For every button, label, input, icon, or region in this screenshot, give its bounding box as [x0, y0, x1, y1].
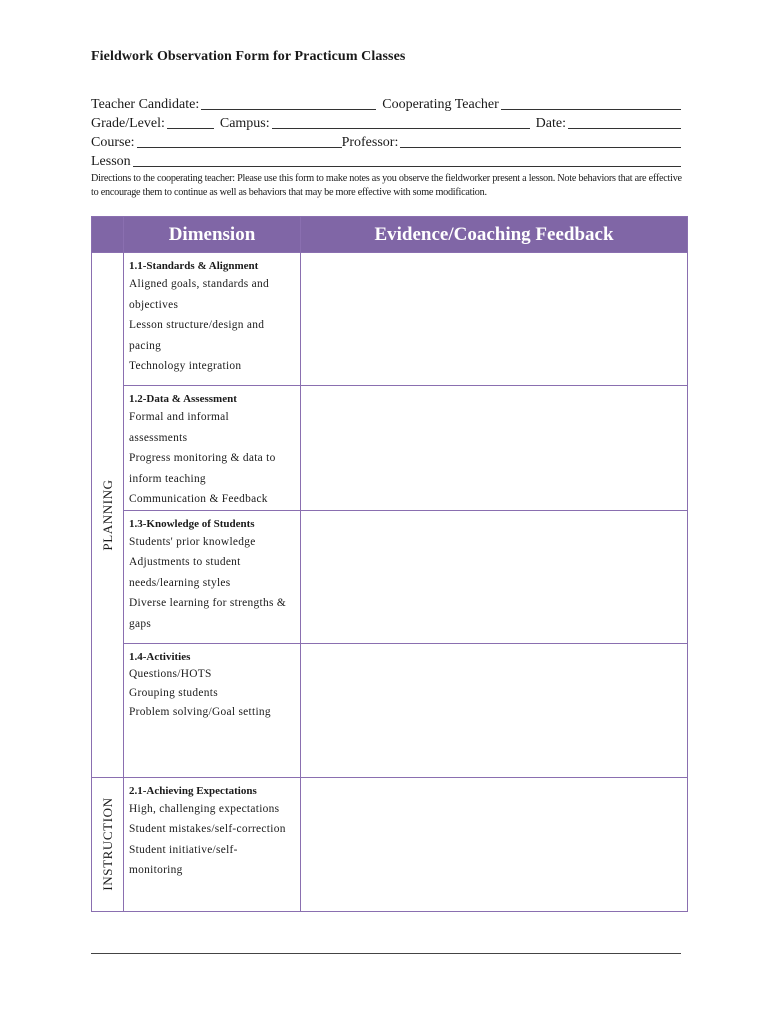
cooperating-teacher-field[interactable] — [501, 95, 681, 110]
dimension-item: Lesson structure/design and — [129, 319, 265, 331]
instruction-label: INSTRUCTION — [99, 797, 115, 891]
dimension-item: inform teaching — [129, 472, 206, 485]
table-row — [92, 386, 688, 511]
dimension-item: objectives — [129, 298, 179, 311]
dimension-item: assessments — [129, 431, 188, 444]
header-line-3 — [91, 132, 681, 151]
campus-label: Campus: — [219, 116, 270, 131]
dimension-item: Technology integration — [129, 360, 242, 372]
teacher-candidate-label: Teacher Candidate: — [91, 97, 200, 112]
grade-level-label: Grade/Level: — [91, 116, 165, 131]
lesson-label: Lesson — [91, 154, 131, 169]
dimension-item: Diverse learning for strengths & — [129, 597, 287, 609]
page-title: Fieldwork Observation Form for Practicum Classes — [91, 49, 406, 64]
table-row — [92, 777, 688, 911]
dimension-item: Student mistakes/self-correction — [129, 823, 286, 835]
dimension-item: Progress monitoring & data to — [129, 452, 276, 464]
dimension-header: Dimension — [124, 217, 301, 253]
dimension-cell — [124, 643, 301, 777]
feedback-cell[interactable] — [301, 386, 688, 511]
footer-rule — [91, 953, 681, 954]
dimension-cell — [124, 777, 301, 911]
dimension-item: needs/learning styles — [129, 576, 231, 589]
dimension-item: gaps — [129, 617, 152, 630]
dimension-item: High, challenging expectations — [129, 802, 280, 815]
teacher-candidate-field[interactable] — [201, 95, 376, 110]
course-label: Course: — [91, 135, 135, 150]
dimension-item: Aligned goals, standards and — [129, 278, 269, 290]
feedback-header: Evidence/Coaching Feedback — [301, 217, 688, 253]
dimension-cell — [124, 253, 301, 386]
dimension-title: 2.1-Achieving Expectations — [129, 784, 257, 797]
planning-label: PLANNING — [99, 479, 115, 551]
dimension-item: Adjustments to student — [129, 556, 241, 568]
dimension-item: Students' prior knowledge — [129, 535, 256, 548]
dimension-cell — [124, 386, 301, 511]
grade-level-field[interactable] — [167, 114, 214, 129]
date-field[interactable] — [568, 114, 681, 129]
feedback-cell[interactable] — [301, 510, 688, 643]
table-header-row — [92, 217, 688, 253]
professor-field[interactable] — [400, 133, 681, 148]
feedback-cell[interactable] — [301, 643, 688, 777]
header-line-1 — [91, 94, 681, 113]
header-line-4 — [91, 151, 681, 170]
dimension-item: monitoring — [129, 864, 183, 876]
dimension-title: 1.2-Data & Assessment — [129, 393, 237, 405]
professor-label: Professor: — [341, 135, 399, 150]
dimension-item: Formal and informal — [129, 411, 229, 423]
header-blank-cell — [92, 217, 124, 253]
table-row — [92, 253, 688, 386]
dimension-cell — [124, 510, 301, 643]
campus-field[interactable] — [272, 114, 530, 129]
dimension-title: 1.4-Activities — [129, 650, 191, 663]
observation-table — [91, 216, 688, 912]
cooperating-teacher-label: Cooperating Teacher — [382, 97, 499, 112]
feedback-cell[interactable] — [301, 777, 688, 911]
course-field[interactable] — [137, 133, 342, 148]
date-label: Date: — [535, 116, 566, 131]
directions-text: Directions to the cooperating teacher: Please use this form to make notes as you observe the fieldworker present a lesson. Note behaviors that are effective to encourage them to continue as well as behaviors that may be more effective with some modification. — [91, 173, 682, 198]
dimension-item: Student initiative/self- — [129, 843, 238, 856]
lesson-field[interactable] — [133, 152, 681, 167]
dimension-item: Problem solving/Goal setting — [129, 705, 271, 718]
instruction-section-cell — [92, 777, 124, 911]
header-line-2 — [91, 113, 681, 132]
dimension-title: 1.3-Knowledge of Students — [129, 517, 255, 530]
dimension-item: Questions/HOTS — [129, 667, 212, 680]
dimension-item: pacing — [129, 339, 162, 352]
table-row — [92, 510, 688, 643]
dimension-item: Communication & Feedback — [129, 493, 268, 505]
dimension-item: Grouping students — [129, 686, 218, 699]
planning-section-cell — [92, 253, 124, 778]
feedback-cell[interactable] — [301, 253, 688, 386]
dimension-title: 1.1-Standards & Alignment — [129, 260, 259, 272]
table-row — [92, 643, 688, 777]
